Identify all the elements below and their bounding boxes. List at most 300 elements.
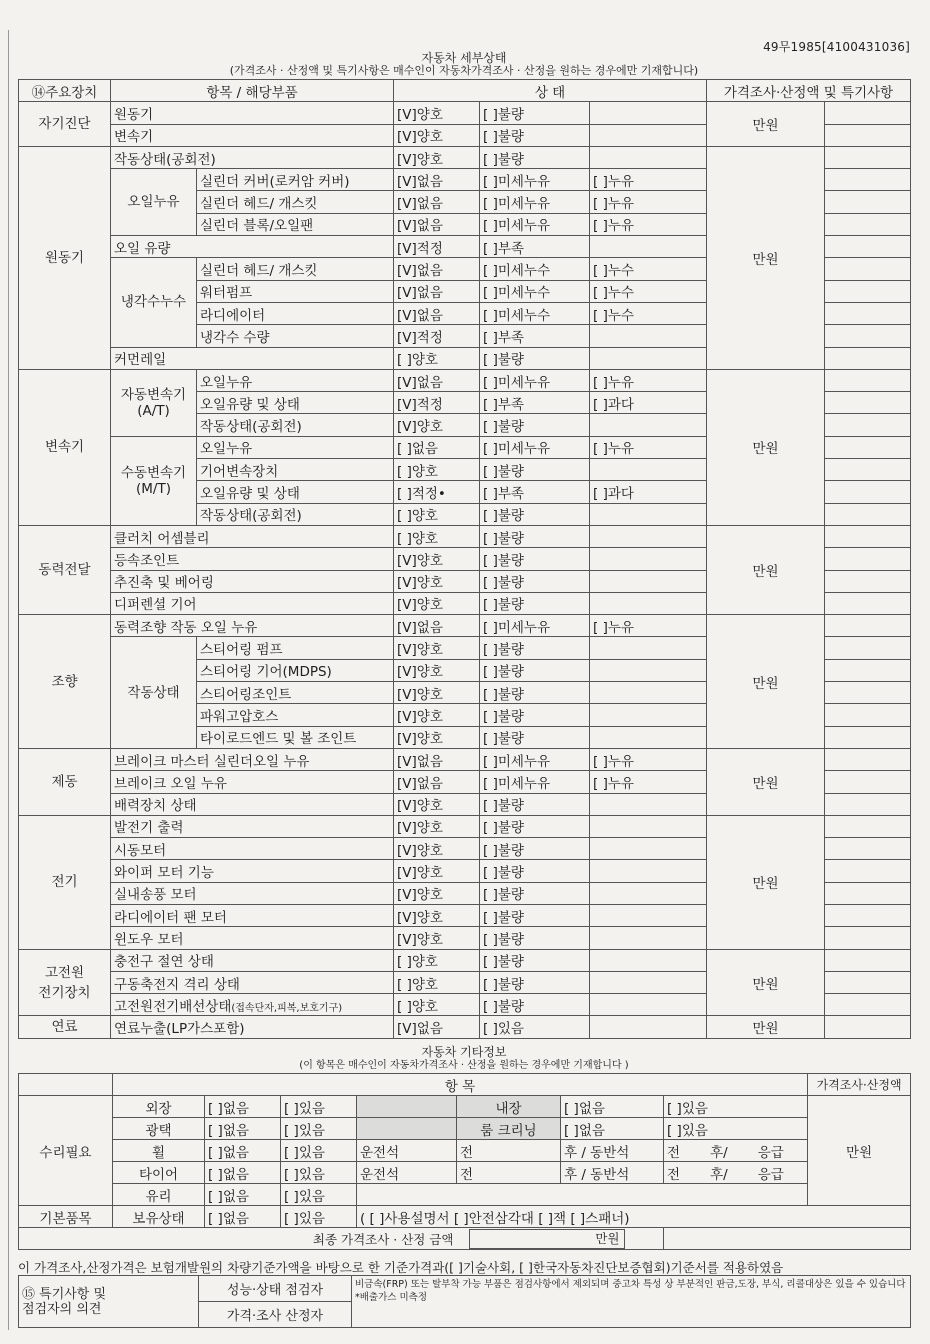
special-note-cell[interactable] xyxy=(825,949,911,971)
status-option-3[interactable]: [ ]누유 xyxy=(590,191,707,213)
item-label xyxy=(111,994,394,1016)
detail-row xyxy=(19,949,911,971)
status-option-1[interactable]: [ ]양호 xyxy=(394,459,480,481)
final-price-unit: 만원 xyxy=(595,1230,620,1246)
status-option-2[interactable]: [ ]불량 xyxy=(480,793,590,815)
item-label: 수동변속기 (M/T) xyxy=(111,436,197,525)
status-option-1[interactable]: [V]없음 xyxy=(394,258,480,280)
status-option-2[interactable]: [ ]미세누유 xyxy=(480,191,590,213)
wheel-label: 휠 xyxy=(113,1140,205,1162)
status-option-3 xyxy=(590,682,707,704)
status-option-2[interactable]: [ ]부족 xyxy=(480,481,590,503)
glass-none[interactable]: [ ]없음 xyxy=(205,1184,281,1206)
status-option-2[interactable]: [ ]불량 xyxy=(480,949,590,971)
item-label: 커먼레일 xyxy=(111,347,394,369)
glass-yes[interactable]: [ ]있음 xyxy=(281,1184,357,1206)
status-option-1[interactable]: [V]양호 xyxy=(394,927,480,949)
wheel-rear2[interactable]: 후/ xyxy=(710,1144,728,1161)
special-note-cell[interactable] xyxy=(825,258,911,280)
status-option-3[interactable]: [ ]누유 xyxy=(590,369,707,391)
left-edge-shadow xyxy=(0,30,9,1330)
group-label: 변속기 xyxy=(19,369,111,525)
status-option-1[interactable]: [V]적정 xyxy=(394,392,480,414)
appraiser-label: 가격·조사 산정자 xyxy=(199,1302,352,1328)
status-option-2[interactable]: [ ]불량 xyxy=(480,525,590,547)
item-label: 작동상태(공회전) xyxy=(111,146,394,168)
item-label-note: (접속단자,피복,보호기구) xyxy=(231,1002,343,1014)
item-label: 발전기 출력 xyxy=(111,815,394,837)
status-option-1[interactable]: [V]양호 xyxy=(394,659,480,681)
status-option-3[interactable]: [ ]누유 xyxy=(590,169,707,191)
status-option-1[interactable]: [V]양호 xyxy=(394,704,480,726)
status-option-1[interactable]: [ ]양호 xyxy=(394,503,480,525)
status-option-3 xyxy=(590,124,707,146)
price-amount[interactable]: 만원 xyxy=(707,102,825,147)
detail-title: 자동차 세부상태 xyxy=(421,51,507,65)
status-option-1[interactable]: [V]없음 xyxy=(394,169,480,191)
sub-item-label: 오일누유 xyxy=(197,369,394,391)
holding-label: 보유상태 xyxy=(113,1206,205,1228)
status-header: 상 태 xyxy=(394,80,707,102)
price-amount[interactable]: 만원 xyxy=(707,949,825,1016)
sub-item-label: 라디에이터 xyxy=(197,302,394,324)
wheel-front2[interactable]: 전 xyxy=(667,1144,681,1161)
item-label: 연료누출(LP가스포함) xyxy=(111,1016,394,1038)
item-label: 클러치 어셈블리 xyxy=(111,525,394,547)
cleaning-label: 룸 크리닝 xyxy=(457,1118,561,1140)
status-option-2[interactable]: [ ]부족 xyxy=(480,392,590,414)
group-label: 자기진단 xyxy=(19,102,111,147)
price-amount[interactable]: 만원 xyxy=(707,1016,825,1038)
sub-item-label: 실린더 블록/오일팬 xyxy=(197,213,394,235)
status-option-2[interactable]: [ ]미세누수 xyxy=(480,302,590,324)
item-label: 충전구 절연 상태 xyxy=(111,949,394,971)
price-amount[interactable]: 만원 xyxy=(707,146,825,369)
status-option-2[interactable]: [ ]부족 xyxy=(480,325,590,347)
status-option-3[interactable]: [ ]과다 xyxy=(590,481,707,503)
item-label: 디퍼렌셜 기어 xyxy=(111,592,394,614)
item-label: 구동축전지 격리 상태 xyxy=(111,971,394,993)
status-option-3 xyxy=(590,347,707,369)
wheel-front[interactable]: 전 xyxy=(457,1140,561,1162)
special-note-cell[interactable] xyxy=(825,615,911,637)
status-option-2[interactable]: [ ]불량 xyxy=(480,570,590,592)
status-option-1[interactable]: [V]양호 xyxy=(394,637,480,659)
status-option-1[interactable]: [V]없음 xyxy=(394,615,480,637)
status-option-3 xyxy=(590,146,707,168)
status-option-2[interactable]: [ ]불량 xyxy=(480,726,590,748)
status-option-1[interactable]: [V]없음 xyxy=(394,771,480,793)
status-option-1[interactable]: [ ]양호 xyxy=(394,949,480,971)
special-note-cell[interactable] xyxy=(825,570,911,592)
detail-row xyxy=(19,102,911,124)
status-option-2[interactable]: [ ]불량 xyxy=(480,124,590,146)
status-option-1[interactable]: [V]없음 xyxy=(394,191,480,213)
status-option-3[interactable]: [ ]누유 xyxy=(590,771,707,793)
special-note-cell[interactable] xyxy=(825,146,911,168)
special-note-cell[interactable] xyxy=(825,191,911,213)
status-option-1[interactable]: [V]양호 xyxy=(394,414,480,436)
price-amount[interactable]: 만원 xyxy=(707,615,825,749)
price-amount[interactable]: 만원 xyxy=(707,369,825,525)
item-label: 브레이크 오일 누유 xyxy=(111,771,394,793)
gloss-none[interactable]: [ ]없음 xyxy=(205,1118,281,1140)
group-label: 원동기 xyxy=(19,146,111,369)
special-note-cell[interactable] xyxy=(825,302,911,324)
status-option-3 xyxy=(590,325,707,347)
special-note-cell[interactable] xyxy=(825,548,911,570)
status-option-3 xyxy=(590,525,707,547)
item-label: 시동모터 xyxy=(111,838,394,860)
tire-yes[interactable]: [ ]있음 xyxy=(281,1162,357,1184)
status-option-2[interactable]: [ ]미세누유 xyxy=(480,436,590,458)
item-label: 자동변속기 (A/T) xyxy=(111,369,197,436)
sub-item-label: 실린더 헤드/ 개스킷 xyxy=(197,191,394,213)
status-option-2[interactable]: [ ]불량 xyxy=(480,459,590,481)
detail-row xyxy=(19,369,911,391)
status-option-1[interactable]: [V]없음 xyxy=(394,748,480,770)
wheel-driver[interactable]: 운전석 xyxy=(357,1140,457,1162)
status-option-1[interactable]: [V]양호 xyxy=(394,793,480,815)
item-label: 라디에이터 팬 모터 xyxy=(111,904,394,926)
status-option-1[interactable]: [ ]양호 xyxy=(394,971,480,993)
status-option-3 xyxy=(590,793,707,815)
status-option-1[interactable]: [V]적정 xyxy=(394,325,480,347)
status-option-1[interactable]: [V]양호 xyxy=(394,815,480,837)
status-option-3 xyxy=(590,659,707,681)
status-option-2[interactable]: [ ]불량 xyxy=(480,659,590,681)
certification-note: 이 가격조사,산정가격은 보험개발원의 차량기준가액을 바탕으로 한 기준가격과([ ]기술사회, [ ]한국자동차진단보증협회)기준서를 적용하였음 xyxy=(18,1260,784,1275)
group-label: 동력전달 xyxy=(19,525,111,614)
status-option-3[interactable]: [ ]누수 xyxy=(590,302,707,324)
wheel-rear[interactable]: 후 / 동반석 xyxy=(561,1140,664,1162)
status-option-3 xyxy=(590,637,707,659)
sub-item-label: 워터펌프 xyxy=(197,280,394,302)
status-option-2[interactable]: [ ]있음 xyxy=(480,1016,590,1038)
status-option-2[interactable]: [ ]불량 xyxy=(480,414,590,436)
group-label: 전기 xyxy=(19,815,111,949)
sub-item-label: 파워고압호스 xyxy=(197,704,394,726)
sub-item-label: 기어변속장치 xyxy=(197,459,394,481)
status-option-2[interactable]: [ ]불량 xyxy=(480,347,590,369)
status-option-2[interactable]: [ ]불량 xyxy=(480,704,590,726)
status-option-2[interactable]: [ ]불량 xyxy=(480,637,590,659)
special-note-cell[interactable] xyxy=(825,793,911,815)
holding-yes[interactable]: [ ]있음 xyxy=(281,1206,357,1228)
special-note-cell[interactable] xyxy=(825,102,911,124)
group-label: 연료 xyxy=(19,1016,111,1038)
status-option-1[interactable]: [V]양호 xyxy=(394,548,480,570)
status-option-3 xyxy=(590,838,707,860)
special-note-cell[interactable] xyxy=(825,525,911,547)
exterior-yes[interactable]: [ ]있음 xyxy=(281,1096,357,1118)
interior-none[interactable]: [ ]없음 xyxy=(561,1096,664,1118)
status-option-2[interactable]: [ ]불량 xyxy=(480,860,590,882)
status-option-3[interactable]: [ ]과다 xyxy=(590,392,707,414)
detail-row xyxy=(19,815,911,837)
status-option-1[interactable]: [V]양호 xyxy=(394,904,480,926)
status-option-1[interactable]: [V]없음 xyxy=(394,280,480,302)
item-label: 배력장치 상태 xyxy=(111,793,394,815)
status-option-2[interactable]: [ ]불량 xyxy=(480,994,590,1016)
wheel-none[interactable]: [ ]없음 xyxy=(205,1140,281,1162)
status-option-2[interactable]: [ ]불량 xyxy=(480,682,590,704)
special-note-cell[interactable] xyxy=(825,659,911,681)
status-option-3[interactable]: [ ]누수 xyxy=(590,258,707,280)
opinion-title: ⑮ 특기사항 및 점검자의 의견 xyxy=(19,1276,199,1328)
price-amount[interactable]: 만원 xyxy=(707,748,825,815)
special-note-cell[interactable] xyxy=(825,882,911,904)
status-option-2[interactable]: [ ]불량 xyxy=(480,838,590,860)
other-title: 자동차 기타정보 xyxy=(421,1045,507,1059)
status-option-3 xyxy=(590,570,707,592)
special-note-cell[interactable] xyxy=(825,637,911,659)
special-note-cell[interactable] xyxy=(825,369,911,391)
status-option-3[interactable]: [ ]누유 xyxy=(590,436,707,458)
tire-rear2[interactable]: 후/ xyxy=(710,1166,728,1183)
status-option-3 xyxy=(590,592,707,614)
sub-item-label: 오일유량 및 상태 xyxy=(197,392,394,414)
repair-label: 수리필요 xyxy=(19,1096,113,1206)
detail-row xyxy=(19,146,911,168)
group-label: 고전원 전기장치 xyxy=(19,949,111,1016)
sub-item-label: 실린더 커버(로커암 커버) xyxy=(197,169,394,191)
item-label: 동력조향 작동 오일 누유 xyxy=(111,615,394,637)
main-device-header: ⑭주요장치 xyxy=(19,80,111,102)
cleaning-yes[interactable]: [ ]있음 xyxy=(664,1118,808,1140)
item-label: 실내송풍 모터 xyxy=(111,882,394,904)
other-subtitle: (이 항목은 매수인이 자동차가격조사 · 산정을 원하는 경우에만 기재합니다 ) xyxy=(299,1060,629,1071)
status-option-3 xyxy=(590,704,707,726)
interior-yes[interactable]: [ ]있음 xyxy=(664,1096,808,1118)
special-note-cell[interactable] xyxy=(825,436,911,458)
interior-label: 내장 xyxy=(457,1096,561,1118)
detail-row xyxy=(19,525,911,547)
status-option-2[interactable]: [ ]부족 xyxy=(480,236,590,258)
status-option-3 xyxy=(590,949,707,971)
tire-label: 타이어 xyxy=(113,1162,205,1184)
tire-front[interactable]: 전 xyxy=(457,1162,561,1184)
special-note-cell[interactable] xyxy=(825,838,911,860)
item-header: 항목 / 해당부품 xyxy=(111,80,394,102)
status-option-3 xyxy=(590,971,707,993)
final-price-label: 최종 가격조사 · 산정 금액 xyxy=(19,1228,457,1250)
status-option-2[interactable]: [ ]불량 xyxy=(480,548,590,570)
special-note-cell[interactable] xyxy=(825,280,911,302)
special-note-cell[interactable] xyxy=(825,124,911,146)
item-label: 작동상태 xyxy=(111,637,197,748)
status-option-2[interactable]: [ ]미세누수 xyxy=(480,258,590,280)
item-label: 원동기 xyxy=(111,102,394,124)
repair-price[interactable]: 만원 xyxy=(808,1096,911,1206)
status-option-1[interactable]: [V]없음 xyxy=(394,213,480,235)
detail-row xyxy=(19,748,911,770)
status-option-1[interactable]: [ ]적정• xyxy=(394,481,480,503)
opinion-table xyxy=(18,1275,911,1328)
detail-row xyxy=(19,1016,911,1038)
status-option-2[interactable]: [ ]불량 xyxy=(480,882,590,904)
sub-item-label: 스티어링조인트 xyxy=(197,682,394,704)
other-info-table xyxy=(18,1073,911,1250)
sub-item-label: 작동상태(공회전) xyxy=(197,503,394,525)
status-option-2[interactable]: [ ]불량 xyxy=(480,102,590,124)
special-note-cell[interactable] xyxy=(825,459,911,481)
basic-items-label: 기본품목 xyxy=(19,1206,113,1228)
inspector-label: 성능·상태 점검자 xyxy=(199,1276,352,1302)
item-label: 브레이크 마스터 실린더오일 누유 xyxy=(111,748,394,770)
holding-none[interactable]: [ ]없음 xyxy=(205,1206,281,1228)
status-option-2[interactable]: [ ]불량 xyxy=(480,146,590,168)
detail-row xyxy=(19,615,911,637)
status-option-3 xyxy=(590,503,707,525)
status-option-1[interactable]: [ ]양호 xyxy=(394,347,480,369)
special-note-cell[interactable] xyxy=(825,860,911,882)
status-option-3[interactable]: [ ]누수 xyxy=(590,280,707,302)
status-option-1[interactable]: [ ]양호 xyxy=(394,525,480,547)
special-note-cell[interactable] xyxy=(825,325,911,347)
status-option-3 xyxy=(590,815,707,837)
item-label-text: 고전원전기배선상태 xyxy=(114,998,232,1015)
special-note-cell[interactable] xyxy=(825,704,911,726)
gloss-label: 광택 xyxy=(113,1118,205,1140)
special-note-cell[interactable] xyxy=(825,347,911,369)
glass-label: 유리 xyxy=(113,1184,205,1206)
final-price-field[interactable] xyxy=(469,1229,625,1249)
status-option-1[interactable]: [V]양호 xyxy=(394,860,480,882)
sub-item-label: 오일누유 xyxy=(197,436,394,458)
status-option-1[interactable]: [V]양호 xyxy=(394,570,480,592)
price-amount[interactable]: 만원 xyxy=(707,815,825,949)
status-option-1[interactable]: [V]없음 xyxy=(394,1016,480,1038)
status-option-1[interactable]: [V]양호 xyxy=(394,146,480,168)
price-amount[interactable]: 만원 xyxy=(707,525,825,614)
status-option-1[interactable]: [V]양호 xyxy=(394,124,480,146)
item-label: 와이퍼 모터 기능 xyxy=(111,860,394,882)
status-option-1[interactable]: [V]양호 xyxy=(394,726,480,748)
item-label: 추진축 및 베어링 xyxy=(111,570,394,592)
special-note-cell[interactable] xyxy=(825,169,911,191)
special-note-cell[interactable] xyxy=(825,392,911,414)
status-option-1[interactable]: [V]양호 xyxy=(394,882,480,904)
other-item-header: 항 목 xyxy=(113,1074,808,1096)
document-number: 49무1985[4100431036] xyxy=(763,40,910,54)
status-option-2[interactable]: [ ]미세누유 xyxy=(480,615,590,637)
status-option-1[interactable]: [V]양호 xyxy=(394,592,480,614)
item-label: 냉각수누수 xyxy=(111,258,197,347)
status-option-3 xyxy=(590,904,707,926)
wheel-emergency[interactable]: 응급 xyxy=(757,1144,784,1161)
status-option-1[interactable]: [V]없음 xyxy=(394,369,480,391)
sub-item-label: 타이로드엔드 및 볼 조인트 xyxy=(197,726,394,748)
sub-item-label: 스티어링 기어(MDPS) xyxy=(197,659,394,681)
status-option-1[interactable]: [V]적정 xyxy=(394,236,480,258)
status-option-3 xyxy=(590,860,707,882)
special-note-cell[interactable] xyxy=(825,481,911,503)
detail-table xyxy=(18,79,911,1039)
detail-subtitle: (가격조사 · 산정액 및 특기사항은 매수인이 자동차가격조사 · 산정을 원하는 경우에만 기재합니다) xyxy=(229,64,699,77)
status-option-1[interactable]: [ ]없음 xyxy=(394,436,480,458)
status-option-2[interactable]: [ ]미세누유 xyxy=(480,213,590,235)
special-note-cell[interactable] xyxy=(825,726,911,748)
status-option-1[interactable]: [V]양호 xyxy=(394,102,480,124)
item-label: 윈도우 모터 xyxy=(111,927,394,949)
status-option-2[interactable]: [ ]불량 xyxy=(480,904,590,926)
special-note-cell[interactable] xyxy=(825,994,911,1016)
special-note-cell[interactable] xyxy=(825,236,911,258)
exterior-none[interactable]: [ ]없음 xyxy=(205,1096,281,1118)
status-option-1[interactable]: [ ]양호 xyxy=(394,994,480,1016)
status-option-2[interactable]: [ ]불량 xyxy=(480,927,590,949)
status-option-2[interactable]: [ ]미세누유 xyxy=(480,369,590,391)
special-note-cell[interactable] xyxy=(825,682,911,704)
status-option-1[interactable]: [V]양호 xyxy=(394,682,480,704)
special-note-cell[interactable] xyxy=(825,213,911,235)
status-option-3 xyxy=(590,414,707,436)
status-option-3 xyxy=(590,726,707,748)
item-label: 등속조인트 xyxy=(111,548,394,570)
other-price-header: 가격조사·산정액 xyxy=(808,1074,911,1096)
gloss-yes[interactable]: [ ]있음 xyxy=(281,1118,357,1140)
status-option-3 xyxy=(590,459,707,481)
special-note-cell[interactable] xyxy=(825,414,911,436)
sub-item-label: 냉각수 수량 xyxy=(197,325,394,347)
sub-item-label: 오일유량 및 상태 xyxy=(197,481,394,503)
status-option-3 xyxy=(590,548,707,570)
tire-front2[interactable]: 전 xyxy=(667,1166,681,1183)
status-option-3[interactable]: [ ]누유 xyxy=(590,748,707,770)
status-option-1[interactable]: [V]없음 xyxy=(394,302,480,324)
status-option-3 xyxy=(590,102,707,124)
special-note-cell[interactable] xyxy=(825,904,911,926)
status-option-2[interactable]: [ ]미세누유 xyxy=(480,771,590,793)
tire-driver[interactable]: 운전석 xyxy=(357,1162,457,1184)
opinion-note: 비금속(FRP) 또는 탈부착 가능 부품은 점검사항에서 제외되며 중고차 특성 상 부분적인 판금,도장, 부식, 리콜대상은 있을 수 있습니다 *배출가스 미측정 xyxy=(352,1276,911,1328)
status-option-3 xyxy=(590,882,707,904)
status-option-1[interactable]: [V]양호 xyxy=(394,838,480,860)
sub-item-label: 스티어링 펌프 xyxy=(197,637,394,659)
special-note-cell[interactable] xyxy=(825,927,911,949)
status-option-2[interactable]: [ ]미세누수 xyxy=(480,280,590,302)
price-header: 가격조사·산정액 및 특기사항 xyxy=(707,80,911,102)
special-note-cell[interactable] xyxy=(825,815,911,837)
special-note-cell[interactable] xyxy=(825,503,911,525)
sub-item-label: 실린더 헤드/ 개스킷 xyxy=(197,258,394,280)
special-note-cell[interactable] xyxy=(825,971,911,993)
tire-emergency[interactable]: 응급 xyxy=(757,1166,784,1183)
status-option-2[interactable]: [ ]미세누유 xyxy=(480,169,590,191)
status-option-2[interactable]: [ ]불량 xyxy=(480,971,590,993)
cleaning-none[interactable]: [ ]없음 xyxy=(561,1118,664,1140)
basic-items-list[interactable]: ( [ ]사용설명서 [ ]안전삼각대 [ ]잭 [ ]스패너) xyxy=(357,1206,911,1228)
wheel-yes[interactable]: [ ]있음 xyxy=(281,1140,357,1162)
status-option-2[interactable]: [ ]불량 xyxy=(480,503,590,525)
status-option-3[interactable]: [ ]누유 xyxy=(590,615,707,637)
status-option-2[interactable]: [ ]불량 xyxy=(480,815,590,837)
special-note-cell[interactable] xyxy=(825,748,911,770)
status-option-2[interactable]: [ ]불량 xyxy=(480,592,590,614)
group-label: 조향 xyxy=(19,615,111,749)
special-note-cell[interactable] xyxy=(825,1016,911,1038)
special-note-cell[interactable] xyxy=(825,771,911,793)
group-label: 제동 xyxy=(19,748,111,815)
status-option-3[interactable]: [ ]누유 xyxy=(590,213,707,235)
status-option-2[interactable]: [ ]미세누유 xyxy=(480,748,590,770)
tire-none[interactable]: [ ]없음 xyxy=(205,1162,281,1184)
status-option-3 xyxy=(590,994,707,1016)
special-note-cell[interactable] xyxy=(825,592,911,614)
status-option-3 xyxy=(590,1016,707,1038)
tire-rear[interactable]: 후 / 동반석 xyxy=(561,1162,664,1184)
